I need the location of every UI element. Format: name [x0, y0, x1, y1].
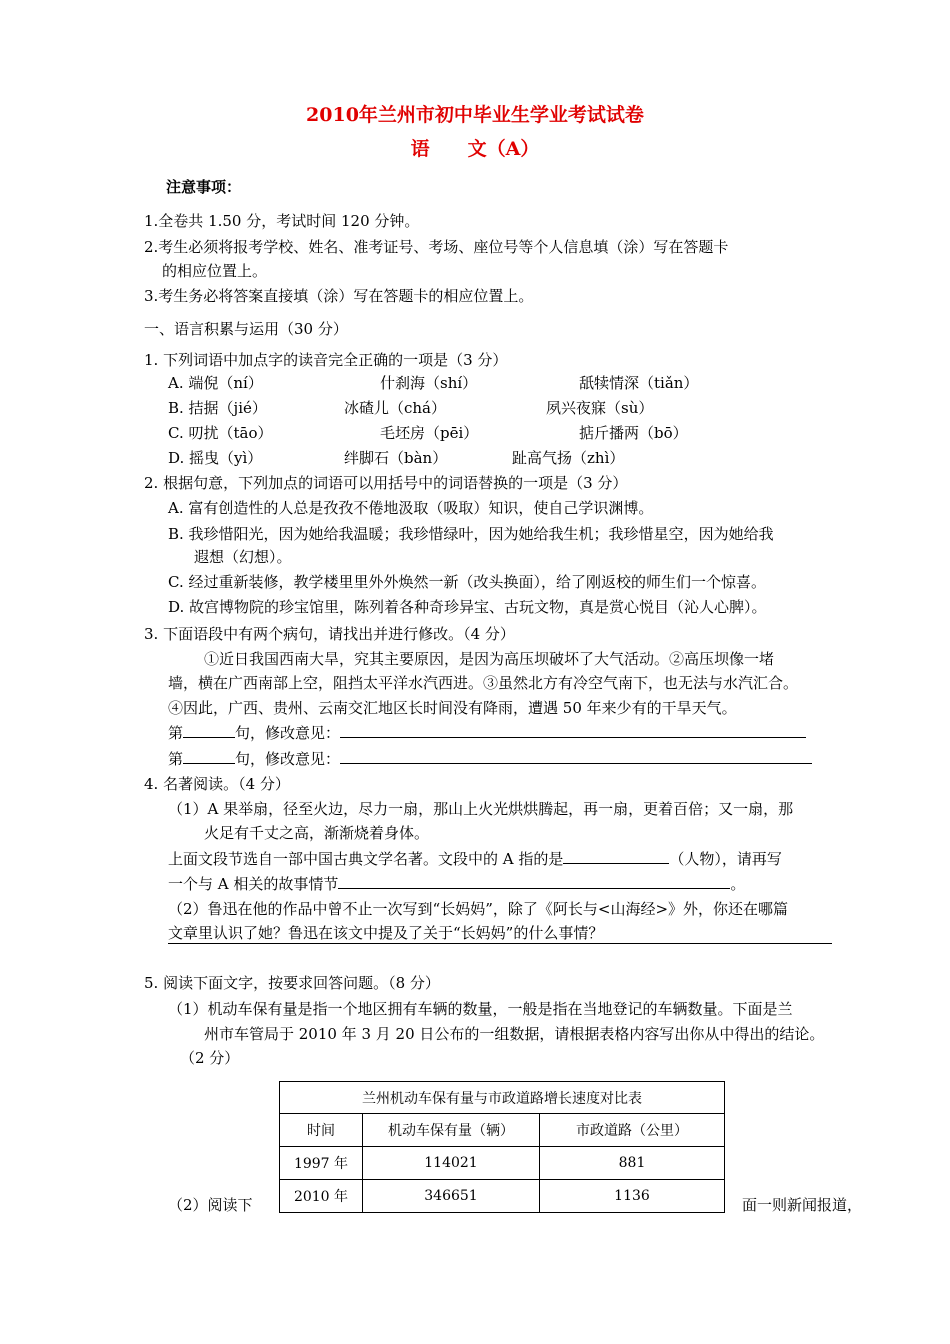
q4-question-2: （2）鲁迅在他的作品中曾不止一次写到“长妈妈”，除了《阿长与<山海经>》外，你还在哪篇 [168, 900, 789, 918]
q5-part1-2: 州市车管局于 2010 年 3 月 20 日公布的一组数据，请根据表格内容写出你从中得出的结论。 [204, 1025, 825, 1043]
q3-answer-row-2 [168, 748, 812, 769]
q5-part2-right: 面一则新闻报道， [742, 1196, 863, 1214]
q5-part1-1: （1）机动车保有量是指一个地区拥有车辆的数量，一般是指在当地登记的车辆数量。下面是兰 [168, 1000, 793, 1018]
notes-heading: 注意事项： [166, 178, 242, 196]
table-cell: 881 [540, 1147, 725, 1180]
q4-excerpt-1: （1）A 果举扇，径至火边，尽力一扇，那山上火光烘烘腾起，再一扇，更着百倍；又一扇，那 [168, 800, 794, 818]
q2-stem: 2. 根据句意，下列加点的词语可以用括号中的词语替换的一项是（3 分） [144, 474, 628, 492]
q3-passage-2: 墙，横在广西南部上空，阻挡太平洋水汽西进。③虽然北方有冷空气南下，也无法与水汽汇合。 [168, 674, 799, 692]
note-item-2-cont: 的相应位置上。 [162, 262, 268, 280]
q1-c-1: C. 叨扰（tāo） [168, 424, 273, 442]
q1-b-2: 冰碴儿（chá） [344, 399, 447, 417]
q2-option-a: A. 富有创造性的人总是孜孜不倦地汲取（吸取）知识，使自己学识渊博。 [168, 499, 654, 517]
q2-option-c: C. 经过重新装修，教学楼里里外外焕然一新（改头换面），给了刚返校的师生们一个惊喜。 [168, 573, 766, 591]
q2-option-b: B. 我珍惜阳光，因为她给我温暖；我珍惜绿叶，因为她给我生机；我珍惜星空，因为她给我 [168, 525, 774, 543]
q3-answer-row-1 [168, 722, 806, 743]
q4-plot-prompt: 一个与 A 相关的故事情节 [168, 875, 339, 893]
table-row [280, 1147, 725, 1180]
q1-a-2: 什刹海（shí） [380, 374, 478, 392]
q4-character-blank[interactable] [563, 849, 669, 864]
q3-sentence-blank-1[interactable] [183, 723, 235, 738]
note-item-1: 1.全卷共 1.50 分，考试时间 120 分钟。 [144, 212, 420, 230]
q3-passage-1: ①近日我国西南大旱，究其主要原因，是因为高压坝破坏了大气活动。②高压坝像一堵 [204, 650, 775, 668]
table-cell: 1136 [540, 1180, 725, 1213]
q1-b-1: B. 拮据（jié） [168, 399, 267, 417]
q1-c-2: 毛坯房（pēi） [380, 424, 479, 442]
q5-stem: 5. 阅读下面文字，按要求回答问题。（8 分） [144, 974, 440, 992]
q3-fill-label: 句，修改意见： [235, 750, 341, 768]
q3-revision-blank-2[interactable] [340, 749, 812, 764]
q4-question-1-text: 上面文段节选自一部中国古典文学名著。文段中的 A 指的是 [168, 850, 564, 868]
section-heading: 一、语言积累与运用（30 分） [144, 320, 348, 338]
q3-passage-3: ④因此，广西、贵州、云南交汇地区长时间没有降雨，遭遇 50 年来少有的干旱天气。 [168, 699, 737, 717]
table-cell: 1997 年 [280, 1147, 363, 1180]
q3-stem: 3. 下面语段中有两个病句，请找出并进行修改。（4 分） [144, 625, 515, 643]
q4-stem: 4. 名著阅读。（4 分） [144, 775, 290, 793]
exam-subtitle: 语 文（A） [410, 138, 540, 160]
table-caption: 兰州机动车保有量与市政道路增长速度对比表 [280, 1082, 725, 1114]
q4-question-1-cont [168, 873, 745, 894]
table-header-time: 时间 [280, 1114, 363, 1147]
q3-fill-prefix: 第 [168, 724, 184, 742]
q1-d-2: 绊脚石（bàn） [344, 449, 448, 467]
q3-fill-label: 句，修改意见： [235, 724, 341, 742]
q3-revision-blank-1[interactable] [340, 723, 806, 738]
table-cell: 114021 [363, 1147, 540, 1180]
q4-question-1-suffix: （人物），请再写 [669, 850, 782, 868]
table-cell: 2010 年 [280, 1180, 363, 1213]
q4-plot-blank[interactable] [338, 874, 730, 889]
q5-part1-3: （2 分） [180, 1049, 240, 1067]
exam-title: 2010年兰州市初中毕业生学业考试试卷 [306, 104, 644, 126]
q4-plot-period: 。 [730, 875, 746, 893]
table-header-roads: 市政道路（公里） [540, 1114, 725, 1147]
table-cell: 346651 [363, 1180, 540, 1213]
q4-question-1 [168, 848, 782, 869]
comparison-table [279, 1081, 725, 1213]
q3-fill-prefix: 第 [168, 750, 184, 768]
q1-b-3: 夙兴夜寐（sù） [546, 399, 654, 417]
q4-question-2-cont: 文章里认识了她？鲁迅在该文中提及了关于“长妈妈”的什么事情？ [168, 924, 604, 942]
q1-a-1: A. 端倪（ní） [168, 374, 263, 392]
note-item-2: 2.考生必须将报考学校、姓名、准考证号、考场、座位号等个人信息填（涂）写在答题卡 [144, 238, 729, 256]
q3-sentence-blank-2[interactable] [183, 749, 235, 764]
note-item-3: 3.考生务必将答案直接填（涂）写在答题卡的相应位置上。 [144, 287, 534, 305]
table-header-vehicles: 机动车保有量（辆） [363, 1114, 540, 1147]
table-row [280, 1180, 725, 1213]
q2-option-d: D. 故宫博物院的珍宝馆里，陈列着各种奇珍异宝、古玩文物，真是赏心悦目（沁人心脾）。 [168, 598, 767, 616]
q1-d-3: 趾高气扬（zhì） [512, 449, 625, 467]
q2-option-b-cont: 遐想（幻想）。 [194, 548, 292, 566]
q4-excerpt-2: 火足有千丈之高，渐渐烧着身体。 [204, 824, 430, 842]
q1-stem: 1. 下列词语中加点字的读音完全正确的一项是（3 分） [144, 351, 508, 369]
q1-a-3: 舐犊情深（tiǎn） [579, 374, 699, 392]
q5-part2-left: （2）阅读下 [168, 1196, 253, 1214]
q1-d-1: D. 摇曳（yì） [168, 449, 263, 467]
q4-answer-line[interactable] [168, 943, 832, 944]
q1-c-3: 掂斤播两（bō） [579, 424, 688, 442]
